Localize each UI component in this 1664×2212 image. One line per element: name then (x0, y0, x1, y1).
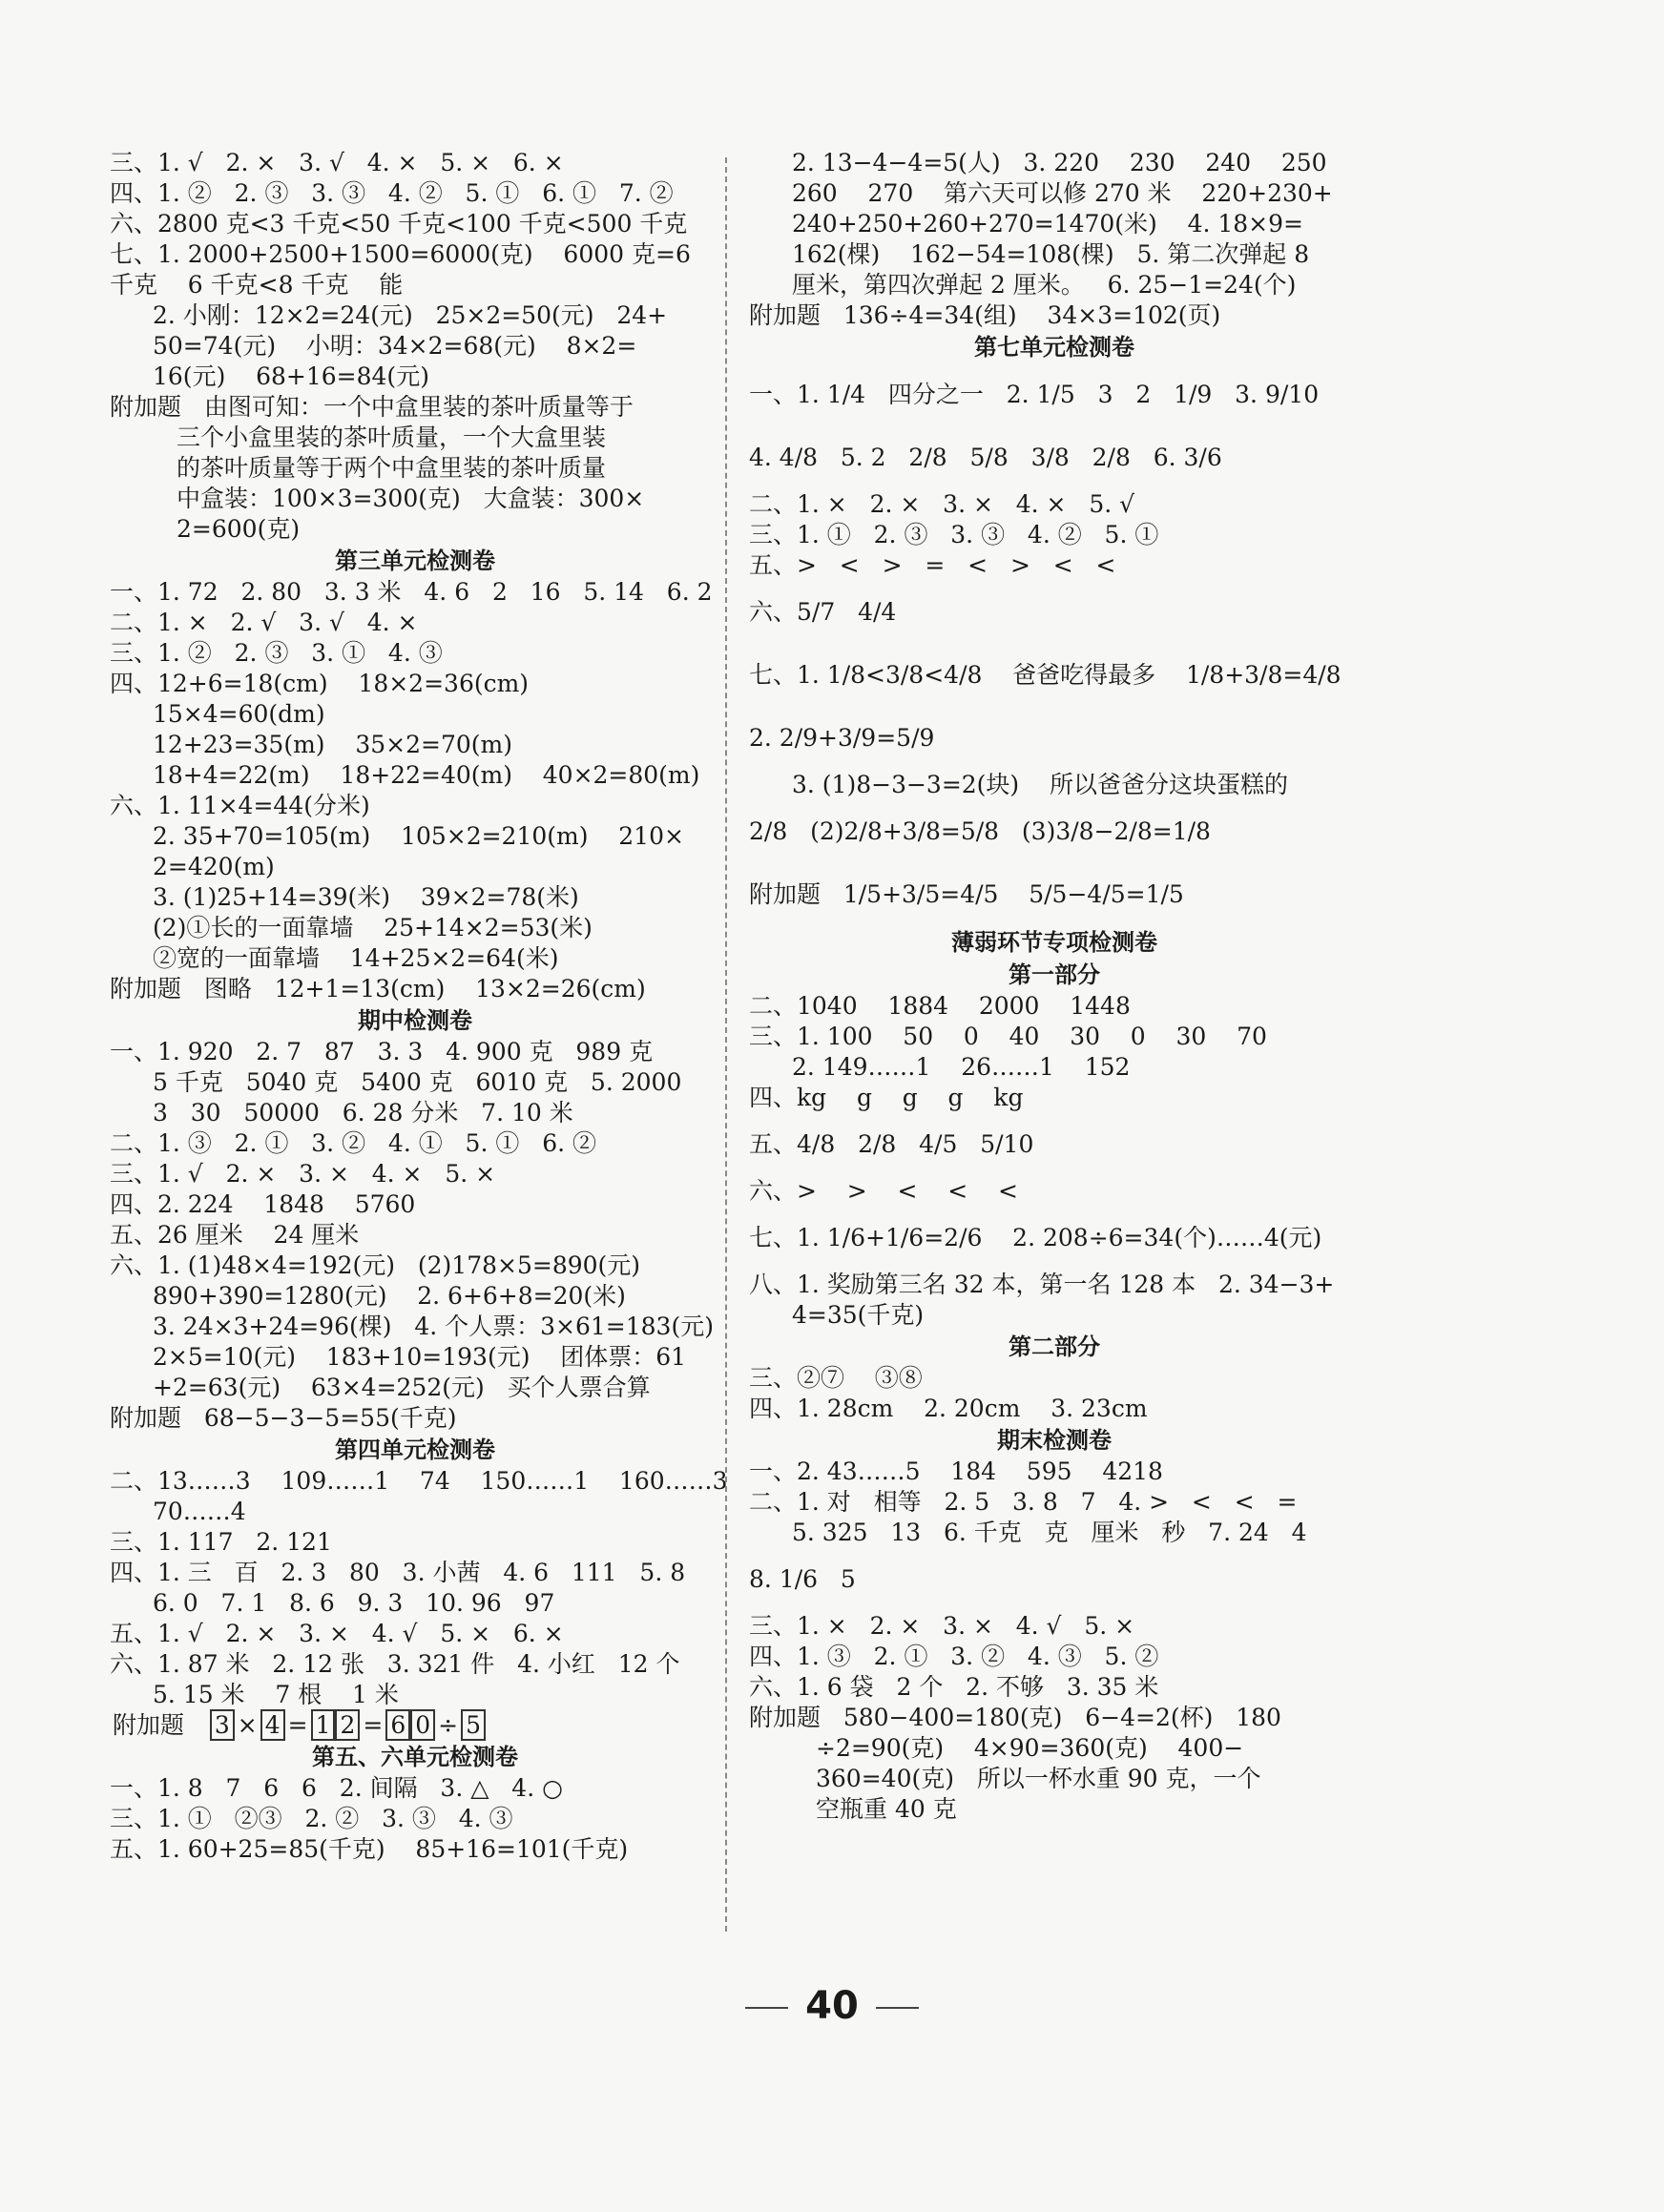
section-heading: 第二部分 (1009, 1333, 1100, 1360)
page-number-left-dash (745, 2007, 788, 2009)
answer-line: 厘米，第四次弹起 2 厘米。 6. 25−1=24(个) (792, 271, 1297, 299)
answer-line: 162(棵) 162−54=108(棵) 5. 第二次弹起 8 (792, 240, 1310, 268)
answer-line: 三、1. ② 2. ③ 3. ① 4. ③ (110, 639, 443, 667)
section-heading: 期末检测卷 (997, 1427, 1112, 1454)
answer-line: 2. 13−4−4=5(人) 3. 220 230 240 250 (792, 149, 1327, 176)
answer-line-fractions: 五、4/8 2/8 4/5 5/10 (749, 1130, 1034, 1158)
boxed-digit: 0 (410, 1709, 435, 1741)
answer-line: 18+4=22(m) 18+22=40(m) 40×2=80(m) (153, 761, 700, 789)
page-number (0, 1984, 1664, 2028)
answer-line: 16(元) 68+16=84(元) (153, 362, 429, 390)
answer-line: 附加题 由图可知：一个中盒里装的茶叶质量等于 (110, 393, 634, 421)
answer-line-fractions: 七、1. 1/6+1/6=2/6 2. 208÷6=34(个)……4(元) (749, 1224, 1322, 1251)
answer-line: 四、1. ② 2. ③ 3. ③ 4. ② 5. ① 6. ① 7. ② (110, 179, 674, 207)
boxed-digit: 4 (260, 1709, 285, 1741)
answer-line: 2. 小刚：12×2=24(元) 25×2=50(元) 24+ (153, 301, 668, 329)
answer-line: 三、1. × 2. × 3. × 4. √ 5. × (749, 1612, 1135, 1640)
answer-line: 三、1. 100 50 0 40 30 0 30 70 (749, 1023, 1267, 1050)
page-number-text: 40 (805, 1984, 859, 2028)
boxed-digit: 3 (210, 1709, 235, 1741)
answer-line-fractions: 2. 2/9+3/9=5/9 (749, 724, 935, 752)
answer-label: 附加题 (113, 1711, 185, 1739)
answer-line: 三、1. √ 2. × 3. √ 4. × 5. × 6. × (110, 149, 564, 176)
answer-line: 2. 149……1 26……1 152 (792, 1053, 1131, 1081)
answer-line: 四、12+6=18(cm) 18×2=36(cm) (110, 670, 530, 697)
answer-line: 四、kg g g g kg (749, 1084, 1024, 1111)
answer-line: 240+250+260+270=1470(米) 4. 18×9= (792, 210, 1303, 238)
answer-line: 三、②⑦ ③⑧ (749, 1364, 923, 1392)
answer-line: 五、> < > = < > < < (749, 551, 1116, 579)
answer-line: 五、1. √ 2. × 3. × 4. √ 5. × 6. × (110, 1620, 564, 1647)
answer-line: 六、1. (1)48×4=192(元) (2)178×5=890(元) (110, 1251, 641, 1279)
answer-line: 六、1. 6 袋 2 个 2. 不够 3. 35 米 (749, 1673, 1159, 1701)
answer-line: 890+390=1280(元) 2. 6+6+8=20(米) (153, 1282, 626, 1310)
answer-line: 一、1. 8 7 6 6 2. 间隔 3. △ 4. ○ (110, 1774, 563, 1802)
answer-line: 四、1. 三 百 2. 3 80 3. 小茜 4. 6 111 5. 8 (110, 1559, 686, 1586)
answer-line: 五、26 厘米 24 厘米 (110, 1221, 360, 1249)
boxed-digit: 5 (461, 1709, 486, 1741)
answer-line: 5. 325 13 6. 千克 克 厘米 秒 7. 24 4 (792, 1519, 1307, 1546)
answer-line: 四、1. ③ 2. ① 3. ② 4. ③ 5. ② (749, 1643, 1159, 1670)
answer-line: 二、1. ③ 2. ① 3. ② 4. ① 5. ① 6. ② (110, 1129, 596, 1157)
answer-line: 四、1. 28cm 2. 20cm 3. 23cm (749, 1395, 1148, 1422)
section-heading: 第一部分 (1009, 961, 1100, 988)
answer-line-fractions: 六、5/7 4/4 (749, 598, 897, 626)
answer-line: 附加题 68−5−3−5=55(千克) (110, 1404, 457, 1432)
answer-line: 中盒装：100×3=300(克) 大盒装：300× (177, 485, 645, 512)
answer-line: 2. 35+70=105(m) 105×2=210(m) 210× (153, 822, 684, 850)
answer-line: 六、2800 克<3 千克<50 千克<100 千克<500 千克 (110, 210, 688, 238)
answer-line: 一、1. 920 2. 7 87 3. 3 4. 900 克 989 克 (110, 1038, 654, 1065)
operator-symbol: = (287, 1711, 308, 1739)
answer-line: 二、1. 对 相等 2. 5 3. 8 7 4. > < < = (749, 1488, 1298, 1516)
answer-line-boxed (110, 1710, 720, 1741)
operator-symbol: × (237, 1711, 258, 1739)
boxed-digit: 1 (311, 1709, 336, 1741)
answer-line: 15×4=60(dm) (153, 700, 325, 728)
page-number-right-dash (876, 2007, 919, 2009)
answer-line: 12+23=35(m) 35×2=70(m) (153, 731, 512, 758)
answer-line: 三、1. ① 2. ③ 3. ③ 4. ② 5. ① (749, 521, 1159, 548)
answer-line: 360=40(克) 所以一杯水重 90 克，一个 (816, 1765, 1261, 1792)
operator-symbol: ÷ (438, 1711, 459, 1739)
answer-line: 2=420(m) (153, 853, 275, 880)
answer-line: 50=74(元) 小明：34×2=68(元) 8×2= (153, 332, 637, 360)
answer-line: 附加题 136÷4=34(组) 34×3=102(页) (749, 301, 1221, 329)
answer-line: 二、13……3 109……1 74 150……1 160……3 (110, 1467, 728, 1495)
answer-line: 3. (1)8−3−3=2(块) 所以爸爸分这块蛋糕的 (792, 771, 1288, 798)
answer-line-fractions: 4. 4/8 5. 2 2/8 5/8 3/8 2/8 6. 3/6 (749, 444, 1222, 471)
answer-line: 5 千克 5040 克 5400 克 6010 克 5. 2000 (153, 1068, 682, 1096)
right-column (749, 148, 1360, 1825)
answer-line: 三个小盒里装的茶叶质量，一个大盒里装 (177, 424, 607, 451)
boxed-digit: 6 (385, 1709, 410, 1741)
answer-line: 五、1. 60+25=85(千克) 85+16=101(千克) (110, 1835, 629, 1863)
answer-line: 六、1. 11×4=44(分米) (110, 792, 370, 819)
answer-line-fractions: 2/8 (2)2/8+3/8=5/8 (3)3/8−2/8=1/8 (749, 817, 1211, 845)
answer-line: 二、1. × 2. √ 3. √ 4. × (110, 609, 418, 636)
answer-line: +2=63(元) 63×4=252(元) 买个人票合算 (153, 1374, 651, 1401)
answer-line: 2=600(克) (177, 515, 301, 543)
section-heading: 第四单元检测卷 (335, 1437, 495, 1463)
answer-line: 的茶叶质量等于两个中盒里装的茶叶质量 (177, 454, 607, 482)
answer-line: 260 270 第六天可以修 270 米 220+230+ (792, 179, 1333, 207)
answer-line: 附加题 图略 12+1=13(cm) 13×2=26(cm) (110, 975, 646, 1003)
answer-line: 3. (1)25+14=39(米) 39×2=78(米) (153, 883, 579, 911)
column-divider (725, 157, 727, 1932)
section-heading: 薄弱环节专项检测卷 (951, 929, 1157, 956)
answer-line: 5. 15 米 7 根 1 米 (153, 1681, 399, 1708)
answer-line: 六、1. 87 米 2. 12 张 3. 321 件 4. 小红 12 个 (110, 1650, 680, 1678)
answer-line-fractions: 附加题 1/5+3/5=4/5 5/5−4/5=1/5 (749, 880, 1184, 908)
answer-line: 八、1. 奖励第三名 32 本，第一名 128 本 2. 34−3+ (749, 1271, 1335, 1298)
left-column (110, 148, 728, 1865)
answer-line: 3 30 50000 6. 28 分米 7. 10 米 (153, 1099, 573, 1127)
answer-line-fractions: 8. 1/6 5 (749, 1565, 856, 1593)
section-heading: 第七单元检测卷 (974, 334, 1134, 361)
answer-line-fractions: 七、1. 1/8<3/8<4/8 爸爸吃得最多 1/8+3/8=4/8 (749, 661, 1342, 689)
answer-line: 三、1. √ 2. × 3. × 4. × 5. × (110, 1160, 496, 1188)
answer-line: 六、> > < < < (749, 1177, 1018, 1205)
operator-symbol: = (363, 1711, 384, 1739)
section-heading: 第五、六单元检测卷 (312, 1744, 518, 1770)
answer-line: 附加题 580−400=180(克) 6−4=2(杯) 180 (749, 1704, 1281, 1731)
answer-line: ②宽的一面靠墙 14+25×2=64(米) (153, 944, 559, 972)
section-heading: 第三单元检测卷 (335, 548, 495, 574)
answer-line-fractions: 一、1. 1/4 四分之一 2. 1/5 3 2 1/9 3. 9/10 (749, 381, 1320, 408)
answer-line: ÷2=90(克) 4×90=360(克) 400− (816, 1734, 1244, 1762)
answer-line: 4=35(千克) (792, 1301, 925, 1329)
answer-line: 6. 0 7. 1 8. 6 9. 3 10. 96 97 (153, 1589, 555, 1617)
answer-line: 一、1. 72 2. 80 3. 3 米 4. 6 2 16 5. 14 6. 2 (110, 578, 713, 606)
boxed-digit: 2 (335, 1709, 360, 1741)
answer-line: 七、1. 2000+2500+1500=6000(克) 6000 克=6 (110, 240, 691, 268)
answer-line: 千克 6 千克<8 千克 能 (110, 271, 404, 299)
answer-line: (2)①长的一面靠墙 25+14×2=53(米) (153, 914, 593, 941)
answer-line: 二、1040 1884 2000 1448 (749, 992, 1131, 1020)
answer-line: 一、2. 43……5 184 595 4218 (749, 1457, 1163, 1485)
answer-line: 70……4 (153, 1498, 246, 1525)
answer-line: 二、1. × 2. × 3. × 4. × 5. √ (749, 490, 1135, 518)
section-heading: 期中检测卷 (358, 1007, 472, 1034)
answer-line: 四、2. 224 1848 5760 (110, 1190, 416, 1218)
answer-line: 3. 24×3+24=96(棵) 4. 个人票：3×61=183(元) (153, 1313, 714, 1340)
answer-line: 三、1. ① ②③ 2. ② 3. ③ 4. ③ (110, 1805, 513, 1832)
answer-line: 2×5=10(元) 183+10=193(元) 团体票：61 (153, 1343, 687, 1371)
answer-line: 空瓶重 40 克 (816, 1795, 957, 1823)
answer-line: 三、1. 117 2. 121 (110, 1528, 332, 1556)
